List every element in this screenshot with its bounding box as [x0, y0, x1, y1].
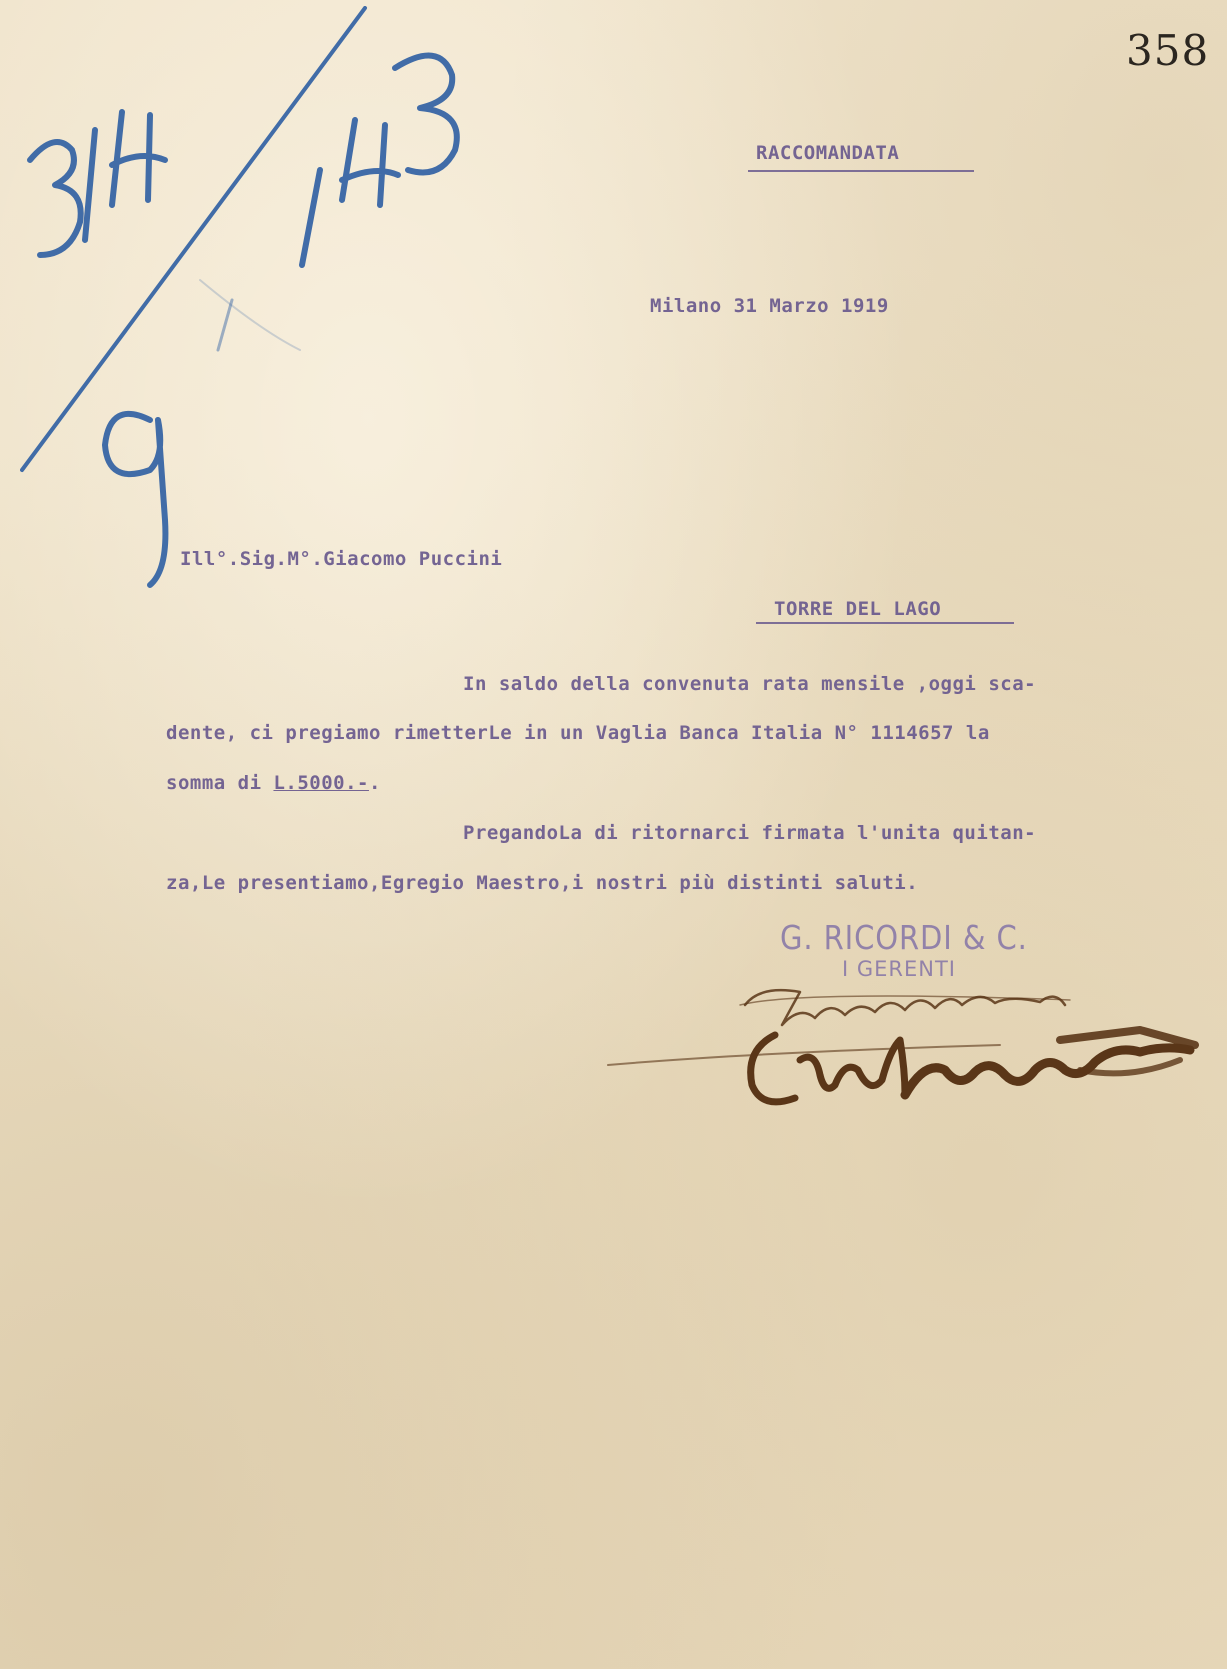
amount-suffix: .	[368, 772, 381, 794]
paragraph2-line2: za,Le presentiamo,Egregio Maestro,i nostri più distinti saluti.	[166, 872, 919, 894]
paragraph1-line2: dente, ci pregiamo rimetterLe in un Vaglia Banca Italia N° 1114657 la	[166, 722, 990, 744]
paragraph1-line1: In saldo della convenuta rata mensile ,oggi sca-	[463, 673, 1037, 695]
amount-prefix: somma di	[166, 772, 274, 794]
amount-value: L.5000.-	[273, 772, 369, 794]
destination-line: TORRE DEL LAGO	[774, 598, 942, 620]
page-number: 358	[1126, 26, 1210, 75]
date-line: Milano 31 Marzo 1919	[650, 295, 889, 317]
company-stamp: G. RICORDI & C.	[780, 918, 1028, 957]
recipient-line: Ill°.Sig.M°.Giacomo Puccini	[180, 548, 503, 570]
stamp-role: I GERENTI	[842, 957, 956, 981]
header-raccomandata: RACCOMANDATA	[756, 142, 900, 164]
paragraph2-line1: PregandoLa di ritornarci firmata l'unita quitan-	[463, 822, 1037, 844]
